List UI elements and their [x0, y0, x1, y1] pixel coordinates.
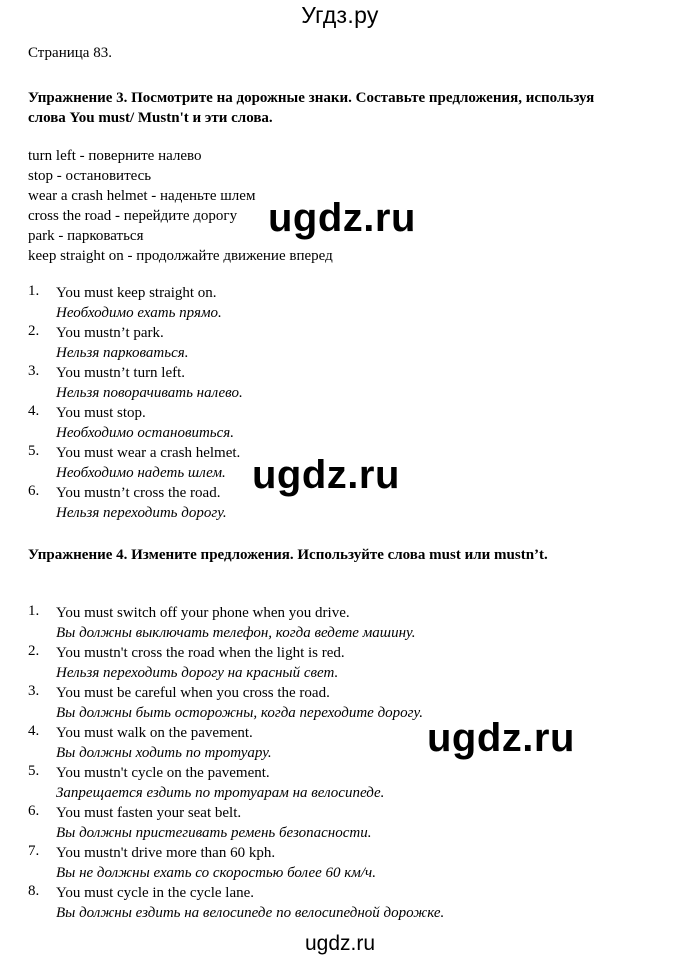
site-footer: ugdz.ru	[304, 932, 376, 955]
item-number: 1.	[28, 603, 40, 619]
page-number: Страница 83.	[28, 45, 112, 61]
english-sentence: You must keep straight on.	[56, 285, 217, 301]
vocab-item: park - парковаться	[28, 228, 144, 244]
item-number: 4.	[28, 723, 40, 739]
item-number: 2.	[28, 643, 40, 659]
russian-translation: Вы не должны ехать со скоростью более 60 км/ч.	[56, 865, 376, 881]
english-sentence: You must stop.	[56, 405, 146, 421]
item-number: 6.	[28, 483, 40, 499]
vocab-item: wear a crash helmet - наденьте шлем	[28, 188, 256, 204]
russian-translation: Необходимо остановиться.	[56, 425, 235, 441]
english-sentence: You mustn't cross the road when the light is red.	[56, 645, 345, 661]
answer-item	[28, 723, 444, 763]
watermark: ugdz.ru	[268, 196, 416, 240]
english-sentence: You must fasten your seat belt.	[56, 805, 242, 821]
vocab-item: turn left - поверните налево	[28, 148, 202, 164]
vocab-item: cross the road - перейдите дорогу	[28, 208, 238, 224]
russian-translation: Запрещается ездить по тротуарам на велосипеде.	[56, 785, 385, 801]
exercise-3-answers	[28, 283, 243, 523]
russian-translation: Вы должны ходить по тротуару.	[56, 745, 272, 761]
russian-translation: Нельзя переходить дорогу на красный свет.	[56, 665, 339, 681]
english-sentence: You must wear a crash helmet.	[56, 445, 241, 461]
item-number: 1.	[28, 283, 40, 299]
answer-item	[28, 283, 243, 323]
english-sentence: You mustn’t park.	[56, 325, 164, 341]
item-number: 7.	[28, 843, 40, 859]
answer-item	[28, 483, 243, 523]
russian-translation: Необходимо надеть шлем.	[56, 465, 226, 481]
russian-translation: Вы должны пристегивать ремень безопасности.	[56, 825, 372, 841]
english-sentence: You mustn't cycle on the pavement.	[56, 765, 270, 781]
english-sentence: You must cycle in the cycle lane.	[56, 885, 255, 901]
russian-translation: Нельзя переходить дорогу.	[56, 505, 227, 521]
item-number: 2.	[28, 323, 40, 339]
english-sentence: You mustn’t turn left.	[56, 365, 186, 381]
russian-translation: Нельзя поворачивать налево.	[56, 385, 243, 401]
vocab-item: stop - остановитесь	[28, 168, 152, 184]
item-number: 3.	[28, 683, 40, 699]
russian-translation: Необходимо ехать прямо.	[56, 305, 222, 321]
exercise-4-answers	[28, 603, 444, 923]
answer-item	[28, 763, 444, 803]
answer-item	[28, 603, 444, 643]
english-sentence: You mustn't drive more than 60 kph.	[56, 845, 276, 861]
answer-item	[28, 883, 444, 923]
russian-translation: Вы должны выключать телефон, когда ведете машину.	[56, 625, 416, 641]
answer-item	[28, 403, 243, 443]
russian-translation: Вы должны ездить на велосипеде по велосипедной дорожке.	[56, 905, 445, 921]
item-number: 3.	[28, 363, 40, 379]
english-sentence: You mustn’t cross the road.	[56, 485, 221, 501]
answer-item	[28, 323, 243, 363]
site-header: Угдз.ру	[301, 2, 379, 28]
answer-item	[28, 683, 444, 723]
item-number: 5.	[28, 443, 40, 459]
answer-item	[28, 363, 243, 403]
english-sentence: You must switch off your phone when you drive.	[56, 605, 350, 621]
exercise-3-title: Упражнение 3. Посмотрите на дорожные знаки. Составьте предложения, используя слова You must/ Mustn't и эти слова.	[28, 90, 595, 126]
english-sentence: You must be careful when you cross the road.	[56, 685, 330, 701]
exercise-4-title: Упражнение 4. Измените предложения. Используйте слова must или mustn’t.	[28, 547, 548, 563]
watermark: ugdz.ru	[427, 716, 575, 760]
answer-item	[28, 803, 444, 843]
russian-translation: Нельзя парковаться.	[56, 345, 189, 361]
item-number: 8.	[28, 883, 40, 899]
answer-item	[28, 443, 243, 483]
item-number: 4.	[28, 403, 40, 419]
answer-item	[28, 643, 444, 683]
russian-translation: Вы должны быть осторожны, когда переходите дорогу.	[56, 705, 423, 721]
vocab-item: keep straight on - продолжайте движение вперед	[28, 248, 333, 264]
english-sentence: You must walk on the pavement.	[56, 725, 253, 741]
item-number: 6.	[28, 803, 40, 819]
answer-item	[28, 843, 444, 883]
watermark: ugdz.ru	[252, 453, 400, 497]
item-number: 5.	[28, 763, 40, 779]
